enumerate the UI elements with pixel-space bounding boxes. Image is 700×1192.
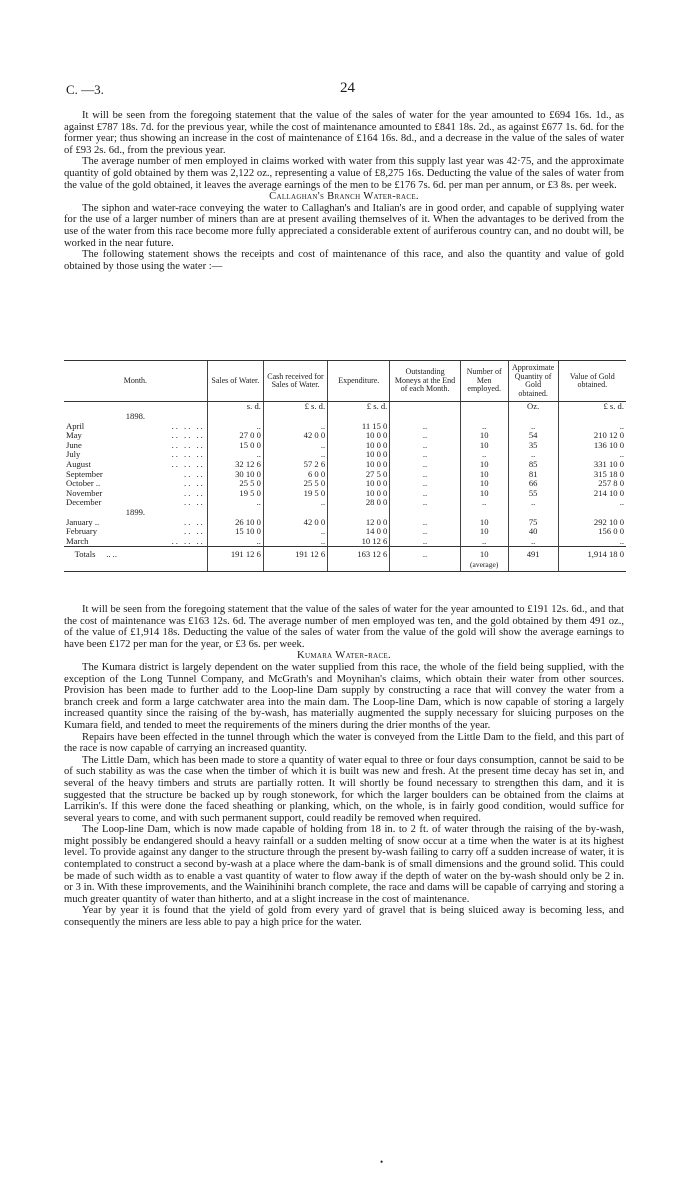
row-leader: .. .. [184, 468, 205, 479]
row-val: 136 10 0 [558, 441, 626, 451]
unit-sales: s. d. [207, 402, 263, 412]
row-leader: .. .. .. [171, 535, 205, 546]
row-exp: 10 0 0 [328, 479, 390, 489]
table-row [64, 527, 626, 537]
table-row [64, 431, 626, 441]
row-exp: 11 15 0 [328, 422, 390, 432]
table-row [64, 537, 626, 547]
row-sales: .. [207, 450, 263, 460]
lower-text-block [64, 604, 624, 929]
row-month-text: August [66, 458, 91, 469]
intro-paragraph-1: It will be seen from the foregoing statement that the value of the sales of water for the year amounted to £694 16s. 1d., as against £787 18s. 7d. for the previous year, while the cost of maintenance amounted to £841 18s. 2d., as against £677 1s. 6d. for the former year; thus showing an increase in the cost of maintenance of £164 16s. 8d., and a decrease in the value of the sales of water of £93 2s. 6d., from the previous year. [64, 110, 624, 156]
table-row [64, 470, 626, 480]
year-1898: 1898. [125, 410, 146, 421]
kumara-paragraph-5: Year by year it is found that the yield of gold from every yard of gravel that is being sluiced away is becoming less, and consequently the miners are less able to pay a high price for the water. [64, 905, 624, 929]
row-oz: 35 [508, 441, 558, 451]
table-row [64, 450, 626, 460]
row-leader: .. .. [184, 478, 205, 489]
totals-oz: 491 [508, 547, 558, 572]
row-oz: .. [508, 498, 558, 508]
row-men: 10 [460, 470, 508, 480]
totals-exp: 163 12 6 [328, 547, 390, 572]
row-leader: .. .. .. [171, 420, 205, 431]
row-month-text: April [66, 420, 85, 431]
row-oz: .. [508, 537, 558, 547]
row-leader: .. .. [184, 516, 205, 527]
table-row [64, 479, 626, 489]
row-val: 331 10 0 [558, 460, 626, 470]
table-header-row [64, 361, 626, 402]
totals-row [64, 547, 626, 572]
row-sales: 19 5 0 [207, 489, 263, 499]
row-cash: .. [263, 537, 327, 547]
row-men: 10 [460, 441, 508, 451]
row-leader: .. .. .. [171, 449, 205, 460]
row-sales: 15 10 0 [207, 527, 263, 537]
col-sales: Sales of Water. [207, 361, 263, 402]
table-row [64, 489, 626, 499]
row-cash: .. [263, 527, 327, 537]
units-row [64, 402, 626, 412]
row-out: .. [390, 460, 460, 470]
row-oz: 55 [508, 489, 558, 499]
row-sales: 26 10 0 [207, 518, 263, 528]
totals-label [64, 547, 207, 572]
col-month: Month. [64, 361, 207, 402]
row-oz: 40 [508, 527, 558, 537]
row-exp: 27 5 0 [328, 470, 390, 480]
kumara-paragraph-2: Repairs have been effected in the tunnel through which the water is conveyed from the Little Dam to the field, and this part of the race is now capable of carrying an increased quantity. [64, 731, 624, 755]
row-out: .. [390, 498, 460, 508]
row-cash: 57 2 6 [263, 460, 327, 470]
row-sales: 15 0 0 [207, 441, 263, 451]
row-oz: 85 [508, 460, 558, 470]
row-cash: .. [263, 422, 327, 432]
row-cash: 19 5 0 [263, 489, 327, 499]
col-outstanding: Outstanding Moneys at the End of each Month. [390, 361, 460, 402]
parliamentary-paper-ref: C. —3. [66, 82, 104, 97]
totals-men-value: 10 [479, 549, 489, 560]
totals-cash: 191 12 6 [263, 547, 327, 572]
row-oz: 66 [508, 479, 558, 489]
row-exp: 10 0 0 [328, 450, 390, 460]
unit-cash: £ s. d. [263, 402, 327, 412]
row-men: 10 [460, 460, 508, 470]
col-gold-value: Value of Gold obtained. [558, 361, 626, 402]
callaghan-heading: Callaghan's Branch Water-race. [269, 191, 419, 203]
row-out: .. [390, 479, 460, 489]
row-out: .. [390, 537, 460, 547]
row-sales: .. [207, 537, 263, 547]
row-men: 10 [460, 489, 508, 499]
unit-val: £ s. d. [558, 402, 626, 412]
row-month-text: December [66, 497, 102, 508]
row-sales: 30 10 0 [207, 470, 263, 480]
row-men: 10 [460, 431, 508, 441]
row-val: 214 10 0 [558, 489, 626, 499]
totals-men-note: (average) [470, 559, 499, 569]
row-exp: 10 0 0 [328, 489, 390, 499]
row-exp: 12 0 0 [328, 518, 390, 528]
row-month-text: November [66, 487, 103, 498]
row-exp: 28 0 0 [328, 498, 390, 508]
after-table-paragraph: It will be seen from the foregoing statement that the value of the sales of water for the year amounted to £191 12s. 6d., and that the cost of maintenance was £163 12s. 6d. The average number of men employed was ten, and the gold obtained by them 491 oz., of the value of £1,914 18s. Deducting the value of the sales of water from the value of the gold will show the average earnings to have been £172 per man for the year, or £3 6s. per week. [64, 604, 624, 650]
row-leader: .. .. .. [171, 458, 205, 469]
totals-leader: .. .. [106, 549, 117, 560]
row-cash: 42 0 0 [263, 431, 327, 441]
row-men: .. [460, 450, 508, 460]
row-sales: .. [207, 498, 263, 508]
col-men: Number of Men employed. [460, 361, 508, 402]
row-men: .. [460, 498, 508, 508]
row-out: .. [390, 441, 460, 451]
row-exp: 10 0 0 [328, 460, 390, 470]
row-men: 10 [460, 527, 508, 537]
row-cash: .. [263, 441, 327, 451]
row-oz: 54 [508, 431, 558, 441]
row-exp: 10 0 0 [328, 441, 390, 451]
row-men: 10 [460, 479, 508, 489]
row-oz: .. [508, 422, 558, 432]
row-exp: 10 12 6 [328, 537, 390, 547]
row-sales: 32 12 6 [207, 460, 263, 470]
table-row [64, 422, 626, 432]
row-cash: 6 0 0 [263, 470, 327, 480]
row-leader: .. .. .. [171, 430, 205, 441]
row-men: .. [460, 537, 508, 547]
row-out: .. [390, 450, 460, 460]
row-val: 292 10 0 [558, 518, 626, 528]
unit-exp: £ s. d. [328, 402, 390, 412]
row-month-text: May [66, 430, 82, 441]
row-month-text: July [66, 449, 81, 460]
table-row [64, 498, 626, 508]
print-mark: • [380, 1157, 384, 1167]
row-val: .. [558, 450, 626, 460]
row-out: .. [390, 431, 460, 441]
row-sales: 27 0 0 [207, 431, 263, 441]
row-exp: 10 0 0 [328, 431, 390, 441]
row-val: 257 8 0 [558, 479, 626, 489]
row-val: 156 0 0 [558, 527, 626, 537]
kumara-paragraph-1: The Kumara district is largely dependent on the water supplied from this race, the whole of the field being supplied, with the exception of the Long Tunnel Company, and McGrath's and Moynihan's claims, which obtain their water from other sources. Provision has been made to further add to the Loop-line Dam supply by constructing a race that will convey the water from a branch creek and form a large catchwater area into the main dam. The Loop-line Dam, which is now capable of storing a largely increased quantity since the raising of the by-wash, has materially augmented the supply necessary for sluicing purposes on the Kumara field, and tended to meet the requirements of the miners during the drier months of the year. [64, 661, 624, 731]
upper-text-block [64, 110, 624, 272]
rows-1899 [64, 518, 626, 547]
row-month-text: February [66, 526, 98, 537]
row-month-text: October .. [66, 478, 101, 489]
row-leader: .. .. .. [171, 439, 205, 450]
rows-1898 [64, 422, 626, 508]
row-val: 315 18 0 [558, 470, 626, 480]
row-val: .. [558, 498, 626, 508]
row-oz: 75 [508, 518, 558, 528]
row-month-text: June [66, 439, 82, 450]
row-out: .. [390, 470, 460, 480]
row-month-text: September [66, 468, 103, 479]
row-val: 210 12 0 [558, 431, 626, 441]
table-row [64, 441, 626, 451]
row-cash: .. [263, 498, 327, 508]
row-val: .. [558, 422, 626, 432]
page-number: 24 [340, 80, 355, 96]
col-expenditure: Expenditure. [328, 361, 390, 402]
row-cash: 25 5 0 [263, 479, 327, 489]
totals-out: .. [390, 547, 460, 572]
table-row [64, 518, 626, 528]
year-row [64, 412, 626, 422]
intro-paragraph-2: The average number of men employed in claims worked with water from this supply last year was 42·75, and the approximate quantity of gold obtained by them was 2,122 oz., representing a value of £8,275 16s. Deducting the value of the sales of water from the value of the gold obtained, it leaves the average earnings of the men to be £176 7s. 6d. per man per annum, or £3 8s. per week. [64, 156, 624, 191]
row-month-text: January .. [66, 516, 100, 527]
totals-val: 1,914 18 0 [558, 547, 626, 572]
row-oz: 81 [508, 470, 558, 480]
kumara-heading: Kumara Water-race. [297, 650, 391, 662]
row-sales: .. [207, 422, 263, 432]
row-out: .. [390, 518, 460, 528]
totals-label-text: Totals [74, 549, 96, 560]
row-sales: 25 5 0 [207, 479, 263, 489]
year-1899: 1899. [125, 506, 146, 517]
kumara-paragraph-4: The Loop-line Dam, which is now made capable of holding from 18 in. to 2 ft. of water through the raising of the by-wash, might possibly be endangered should a heavy rainfall or a sudden melting of snow occur at a time when the water is at its highest level. To provide against any danger to the structure through the present by-wash failing to carry off a sudden increase of water, it is contemplated to construct a second by-wash at a place where the dam-bank is of small dimensions and the ground solid. This could be made of such width as to enable a vast quantity of water to flow away if the depth of water on the by-wash should only be 2 in. or 3 in. With these improvements, and the Wainihinihi branch complete, the race and dams will be capable of carrying and storing a much greater quantity of water than hitherto, and at a slight increase in the cost of maintenance. [64, 824, 624, 905]
row-cash: 42 0 0 [263, 518, 327, 528]
row-val: .. [558, 537, 626, 547]
row-cash: .. [263, 450, 327, 460]
row-out: .. [390, 527, 460, 537]
col-cash: Cash received for Sales of Water. [263, 361, 327, 402]
unit-oz: Oz. [508, 402, 558, 412]
row-month [64, 537, 207, 547]
row-out: .. [390, 422, 460, 432]
row-exp: 14 0 0 [328, 527, 390, 537]
row-leader: .. .. [184, 487, 205, 498]
row-leader: .. .. [184, 526, 205, 537]
totals-sales: 191 12 6 [207, 547, 263, 572]
row-leader: .. .. [184, 497, 205, 508]
row-men: 10 [460, 518, 508, 528]
callaghan-paragraph-1: The siphon and water-race conveying the water to Callaghan's and Italian's are in good order, and capable of supplying water for the use of a larger number of miners than are at present availing themselves of it. When the advantages to be derived from the use of the water from this race become more fully appreciated a considerable extent of auriferous country can, and no doubt will, be worked in the near future. [64, 202, 624, 249]
kumara-paragraph-3: The Little Dam, which has been made to store a quantity of water equal to three or four days consumption, cannot be said to be of such stability as was the case when the timber of which it is built was new and fresh. At the present time decay has set in, and several of the heavy timbers and struts are partially rotten. It will shortly be found necessary to strengthen this dam, and it is suggested that the structure be backed up by rough stonework, for which the larger boulders can be obtained from the claims at Larrikin's. If this were done the faced sheathing or planking, which, on the whole, is in fairly good condition, would suffice for several years to come, and with such permanent support, could readily be removed when required. [64, 754, 624, 824]
callaghan-paragraph-2: The following statement shows the receipts and cost of maintenance of this race, and also the quantity and value of gold obtained by those using the water :— [64, 249, 624, 272]
totals-men [460, 547, 508, 572]
year-row [64, 508, 626, 518]
row-men: .. [460, 422, 508, 432]
col-gold-qty: Approximate Quantity of Gold obtained. [508, 361, 558, 402]
row-out: .. [390, 489, 460, 499]
row-oz: .. [508, 450, 558, 460]
callaghan-race-table [64, 360, 626, 572]
row-month-text: March [66, 535, 89, 546]
table-row [64, 460, 626, 470]
